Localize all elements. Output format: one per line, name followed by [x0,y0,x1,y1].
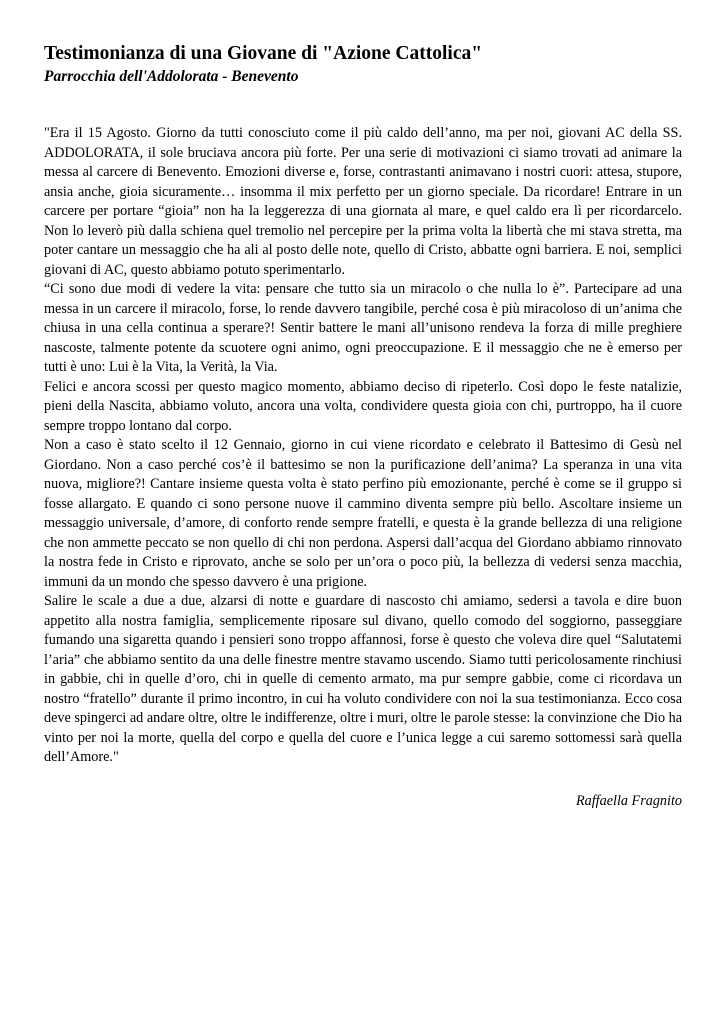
document-body [44,124,682,768]
body-paragraph: Non a caso è stato scelto il 12 Gennaio, giorno in cui viene ricordato e celebrato il Battesimo di Gesù nel Giordano. Non a caso perché cos’è il battesimo se non la purificazione dell’anima? La speranza in una vita nuova, migliore?! Cantare insieme questa volta è stato perfino più emozionante, perché è come se il gruppo si fosse allargato. E quando ci sono persone nuove il cammino diventa sempre più bello. Ascoltare insieme un messaggio universale, d’amore, di conforto rende sempre fratelli, e questa è la grande bellezza di una religione che non ammette peccato se non quello di chi non perdona. Aspersi dall’acqua del Giordano abbiamo rinnovato la nostra fede in Cristo e riprovato, anche se solo per un’ora o poco più, la bellezza di vedersi senza macchia, immuni da un mondo che spesso davvero è una prigione. [44,437,682,590]
document-title: Testimonianza di una Giovane di "Azione Cattolica" [44,43,483,64]
body-paragraph: "Era il 15 Agosto. Giorno da tutti conosciuto come il più caldo dell’anno, ma per noi, giovani AC della SS. ADDOLORATA, il sole bruciava ancora più forte. Per una serie di motivazioni ci siamo trovati ad animare la messa al carcere di Benevento. Emozioni diverse e, forse, contrastanti animavano i nostri cuori: attesa, stupore, ansia anche, gioia sicuramente… insomma il mix perfetto per un giorno speciale. Da ricordare! Entrare in un carcere per portare “gioia” non ha la leggerezza di una giornata al mare, e quel caldo era lì per ricordarcelo. Non lo leverò più dalla schiena quel tremolio nel percepire per la prima volta la libertà che mi stava stretta, ma poter cantare un messaggio che ha ali al posto delle note, quello di Cristo, abbatte ogni barriera. E noi, semplici giovani di AC, questo abbiamo potuto sperimentarlo. [44,125,682,278]
body-paragraph: Salire le scale a due a due, alzarsi di notte e guardare di nascosto chi amiamo, sedersi a tavola e dire buon appetito alla nostra famiglia, semplicemente riposare sul divano, quello comodo del soggiorno, passeggiare fumando una sigaretta quando i pensieri sono troppo affannosi, forse è questo che voleva dire quel “Salutatemi l’aria” che abbiamo sentito da una delle finestre mentre stavamo uscendo. Siamo tutti pericolosamente rinchiusi in gabbie, chi in quelle d’oro, chi in quelle di cemento armato, ma pur sempre gabbie, come ci ricordava un nostro “fratello” durante il primo incontro, in cui ha voluto condividere con noi la sua testimonianza. Ecco cosa deve spingerci ad andare oltre, oltre le indifferenze, oltre i muri, oltre le parole stesse: la convinzione che Dio ha vinto per noi la morte, quella del corpo e quella del cuore e l’unica legge a cui saremo sottomessi sarà quella dell’Amore." [44,593,682,765]
body-paragraph: Felici e ancora scossi per questo magico momento, abbiamo deciso di ripeterlo. Così dopo le feste natalizie, pieni della Nascita, abbiamo voluto, ancora una volta, condividere questa gioia con chi, purtroppo, ha il cuore sempre troppo lontano dal corpo. [44,378,682,434]
author-signature: Raffaella Fragnito [575,792,682,809]
document-page [44,42,682,811]
body-paragraph: “Ci sono due modi di vedere la vita: pensare che tutto sia un miracolo o che nulla lo è”. Partecipare ad una messa in un carcere il miracolo, forse, lo rende davvero tangibile, perché cosa è più miracoloso di un’anima che chiusa in una cella continua a sperare?! Sentir battere le mani all’unisono rendeva la forza di mille preghiere nascoste, talmente potente da scuotere ogni animo, ogni preoccupazione. E il messaggio che ne è emerso per tutti è uno: Lui è la Vita, la Verità, la Via. [44,281,682,375]
document-subtitle: Parrocchia dell'Addolorata - Benevento [44,68,299,85]
